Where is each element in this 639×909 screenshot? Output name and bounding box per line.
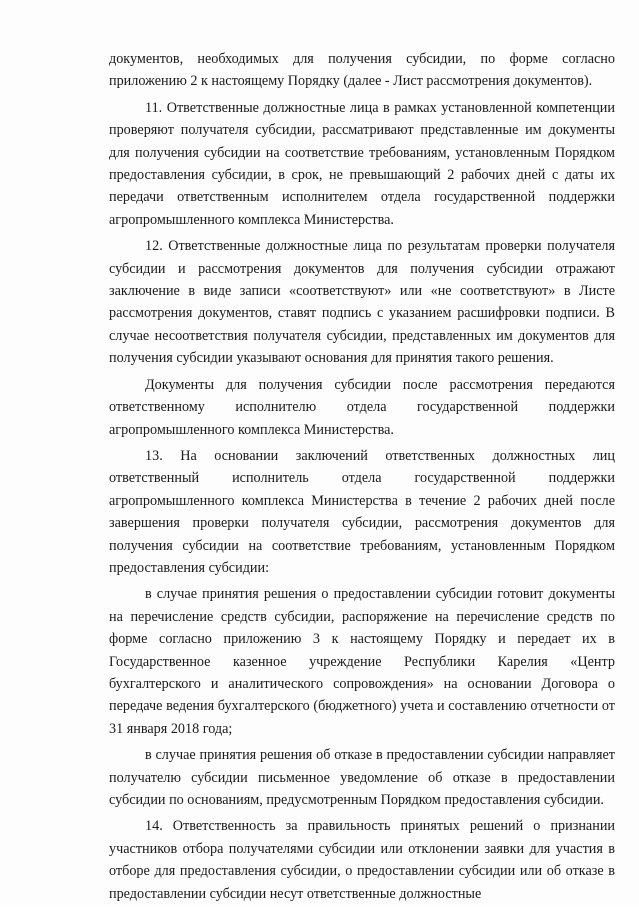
paragraph-12: 12. Ответственные должностные лица по результатам проверки получателя субсидии и рассмотрения документов для получения субсидии отражают заключение в виде записи «соответствуют» или «не соответствуют» в Листе рассмотрения документов, ставят подпись с указанием расшифровки подписи. В случае несоответствия получателя субсидии, представленных им документов для получения субсидии указывают основания для принятия такого решения.	[109, 238, 615, 367]
document-body	[109, 48, 615, 909]
paragraph-continuation: документов, необходимых для получения субсидии, по форме согласно приложению 2 к настоящему Порядку (далее - Лист рассмотрения документов).	[109, 51, 615, 90]
paragraph-11: 11. Ответственные должностные лица в рамках установленной компетенции проверяют получателя субсидии, рассматривают представленные им документы для получения субсидии на соответствие требованиям, установленным Порядком предоставления субсидии, в срок, не превышающий 2 рабочих дней с даты их передачи ответственным исполнителем отдела государственной поддержки агропромышленного комплекса Министерства.	[109, 99, 615, 228]
paragraph-documents-transfer: Документы для получения субсидии после рассмотрения передаются ответственному исполнителю отдела государственной поддержки агропромышленного комплекса Министерства.	[109, 376, 615, 438]
paragraph-14: 14. Ответственность за правильность принятых решений о признании участников отбора получателями субсидии или отклонении заявки для участия в отборе для предоставления субсидии, о предоставлении субсидии или об отказе в предоставлении субсидии несут ответственные должностные	[109, 818, 615, 902]
paragraph-13-refusal-case: в случае принятия решения об отказе в предоставлении субсидии направляет получателю субсидии письменное уведомление об отказе в предоставлении субсидии по основаниям, предусмотренным Порядком предоставления субсидии.	[109, 747, 615, 808]
paragraph-13: 13. На основании заключений ответственных должностных лиц ответственный исполнитель отдела государственной поддержки агропромышленного комплекса Министерства в течение 2 рабочих дней после завершения проверки получателя субсидии, рассмотрения документов для получения субсидии на соответствие требованиям, установленным Порядком предоставления субсидии:	[109, 447, 615, 576]
paragraph-13-grant-case: в случае принятия решения о предоставлении субсидии готовит документы на перечисление средств субсидии, распоряжение на перечисление средств по форме согласно приложению 3 к настоящему Порядку и передает их в Государственное казенное учреждение Республики Карелия «Центр бухгалтерского и аналитического сопровождения» на основании Договора о передаче ведения бухгалтерского (бюджетного) учета и составлению отчетности от 31 января 2018 года;	[109, 586, 615, 737]
